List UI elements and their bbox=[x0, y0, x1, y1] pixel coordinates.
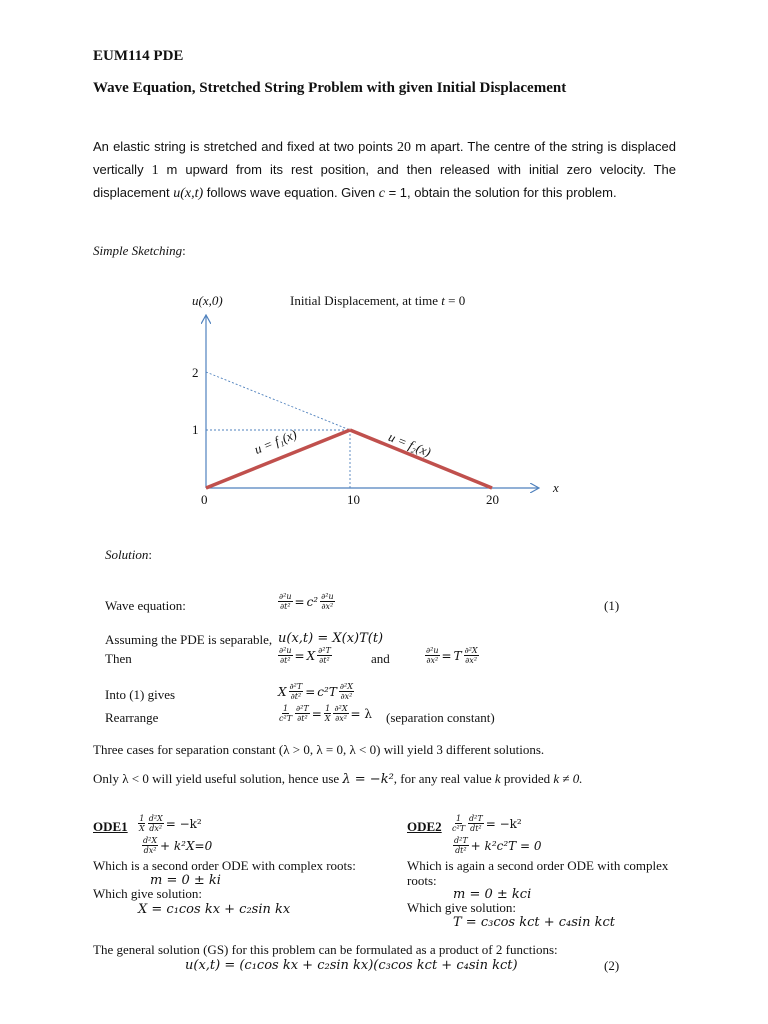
problem-displacement: 1 bbox=[151, 163, 159, 178]
problem-distance: 20 bbox=[397, 140, 412, 155]
separable-label: Assuming the PDE is separable, bbox=[105, 632, 273, 647]
rearrange-label: Rearrange bbox=[105, 710, 159, 725]
ode1-give: Which give solution: bbox=[93, 886, 203, 901]
problem-c: c bbox=[378, 186, 385, 201]
general-solution-equation: u(x,t) = (c₁cos kx + c₂sin kx)(c₃cos kct + c₄sin kct) bbox=[185, 958, 518, 973]
problem-text-2: m apart. The centre of the string is displaced vertically bbox=[93, 139, 676, 177]
problem-text-4: follows wave equation. Given bbox=[203, 185, 379, 200]
into-equation: X $\frac{\text{∂²T}}{\text{∂t²}}$ = c²T $\frac{\text{∂²X}}{\text{∂x²}}$ bbox=[278, 682, 353, 701]
separation-constant-label: (separation constant) bbox=[386, 710, 495, 725]
only-case-c: provided bbox=[500, 771, 554, 786]
eq1-number: (1) bbox=[604, 598, 620, 613]
solution-heading bbox=[105, 547, 152, 563]
y-tick-1: 1 bbox=[192, 422, 199, 437]
ode2-description-1: Which is again a second order ODE with complex bbox=[407, 858, 669, 873]
figure-title-suffix: = 0 bbox=[444, 293, 466, 308]
x-axis-label: x bbox=[553, 480, 559, 495]
then-equation-x: $\frac{\text{∂²u}}{\text{∂x²}}$ = T $\frac{\text{∂²X}}{\text{∂x²}}$ bbox=[426, 646, 478, 665]
general-solution-text: The general solution (GS) for this problem can be formulated as a product of 2 functions: bbox=[93, 942, 558, 957]
then-equation-t: $\frac{\text{∂²u}}{\text{∂t²}}$ = X $\frac{\text{∂²T}}{\text{∂t²}}$ bbox=[279, 646, 331, 665]
ode1-line2: + k²X=0 bbox=[160, 838, 213, 853]
f2-label: u = f₂(x) bbox=[386, 429, 434, 460]
solution-heading-text: Solution bbox=[105, 547, 149, 562]
and-label: and bbox=[371, 651, 390, 666]
problem-text-3: m upward from its rest position, and then released with initial zero velocity. The displacement bbox=[93, 162, 676, 200]
ode2-equation-2: $\frac{\text{d²T}}{\text{dt²}}$ + k²c²T = 0 bbox=[454, 836, 542, 855]
ode2-label: ODE2 bbox=[407, 819, 442, 834]
f1-label: u = f₁(x) bbox=[252, 426, 299, 457]
only-case-d: k ≠ 0. bbox=[553, 771, 583, 786]
ode1-solution: X = c₁cos kx + c₂sin kx bbox=[138, 902, 291, 917]
separable-equation: u(x,t) = X(x)T(t) bbox=[278, 631, 384, 646]
only-case-a: Only λ < 0 will yield useful solution, hence use bbox=[93, 771, 343, 786]
x-tick-0: 0 bbox=[201, 492, 208, 507]
only-case-text bbox=[93, 771, 583, 787]
problem-text-1: An elastic string is stretched and fixed at two points bbox=[93, 139, 398, 154]
figure-title bbox=[290, 293, 465, 309]
ode2-line2: + k²c²T = 0 bbox=[470, 838, 542, 853]
ode1-equation: $\frac{1}{X}$ $\frac{\text{d²X}}{\text{dx²}}$ = −k² bbox=[139, 814, 202, 833]
y-tick-2: 2 bbox=[192, 365, 199, 380]
x-tick-10: 10 bbox=[347, 492, 360, 507]
f2-line bbox=[350, 430, 492, 488]
eq2-number: (2) bbox=[604, 958, 620, 973]
rearrange-equation: $\frac{1}{\text{c²T}}$ $\frac{\text{∂²T}}{\text{∂t²}}$ = $\frac{1}{X}$ $\frac{\text{∂²X}}{\text{∂x²}}$ = λ bbox=[279, 704, 373, 723]
ode2-description-2: roots: bbox=[407, 873, 437, 888]
y-axis-label bbox=[192, 293, 223, 309]
then-label: Then bbox=[105, 651, 132, 666]
three-cases-text: Three cases for separation constant (λ > 0, λ = 0, λ < 0) will yield 3 different solutions. bbox=[93, 742, 545, 757]
course-code: EUM114 PDE bbox=[93, 48, 184, 64]
page-title: Wave Equation, Stretched String Problem with given Initial Displacement bbox=[93, 80, 567, 96]
wave-equation: $\frac{\text{∂²u}}{\text{∂t²}}$ = c² $\frac{\text{∂²u}}{\text{∂x²}}$ bbox=[279, 592, 334, 611]
ode2-solution: T = c₃cos kct + c₄sin kct bbox=[453, 915, 615, 930]
y-axis-label-text: u(x,0) bbox=[192, 293, 223, 308]
ode1-roots: m = 0 ± ki bbox=[150, 873, 221, 888]
only-case-k: k bbox=[494, 771, 501, 786]
guide-slope-line bbox=[206, 372, 350, 430]
sketch-colon: : bbox=[182, 243, 186, 258]
ode1-equation-2: $\frac{\text{d²X}}{\text{dx²}}$ + k²X=0 bbox=[143, 836, 213, 855]
figure-title-var: t bbox=[441, 293, 445, 308]
solution-colon: : bbox=[148, 547, 152, 562]
wave-eq-label: Wave equation: bbox=[105, 598, 186, 613]
ode2-roots: m = 0 ± kci bbox=[453, 887, 532, 902]
x-tick-20: 20 bbox=[486, 492, 499, 507]
only-case-eq: λ = −k² bbox=[342, 772, 394, 787]
only-case-b: , for any real value bbox=[393, 771, 495, 786]
ode1-description: Which is a second order ODE with complex roots: bbox=[93, 858, 356, 873]
ode1-label: ODE1 bbox=[93, 819, 128, 834]
ode2-give: Which give solution: bbox=[407, 900, 517, 915]
into-label: Into (1) gives bbox=[105, 687, 176, 702]
figure-title-prefix: Initial Displacement, at time bbox=[290, 293, 442, 308]
ode2-equation: $\frac{1}{\text{c²T}}$ $\frac{\text{d²T}}{\text{dt²}}$ = −k² bbox=[452, 814, 522, 833]
sketch-heading-text: Simple Sketching bbox=[93, 243, 183, 258]
problem-function: u(x,t) bbox=[173, 186, 204, 201]
problem-text-5: = 1, obtain the solution for this problem. bbox=[384, 185, 617, 200]
